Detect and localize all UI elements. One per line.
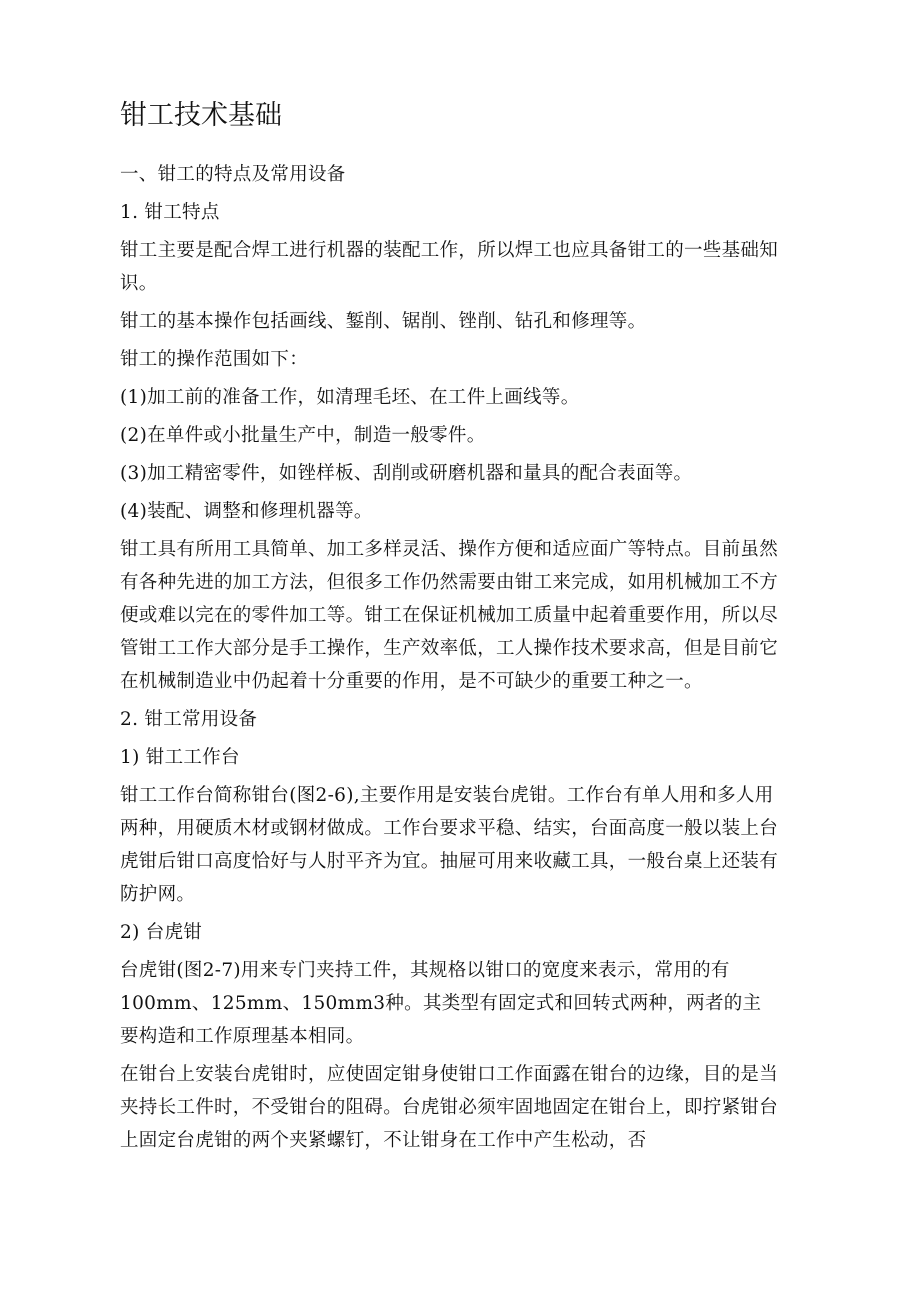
paragraph: 在钳台上安装台虎钳时，应使固定钳身使钳口工作面露在钳台的边缘，目的是当夹持长工件时，不受钳台的阻碍。台虎钳必须牢固地固定在钳台上，即拧紧钳台上固定台虎钳的两个夹紧螺钉，不让钳身在工作中产生松动，否 <box>120 1064 779 1151</box>
subsection-heading-2-1: 1) 钳工工作台 <box>120 747 240 768</box>
subsection-heading-1: 1. 钳工特点 <box>120 202 220 223</box>
document-title: 钳工技术基础 <box>120 100 282 131</box>
paragraph: 钳工主要是配合焊工进行机器的装配工作，所以焊工也应具备钳工的一些基础知识。 <box>120 240 779 294</box>
list-item: (1)加工前的准备工作，如清理毛坯、在工件上画线等。 <box>120 387 580 408</box>
paragraph: 钳工的操作范围如下： <box>120 349 309 370</box>
document-page <box>120 96 780 1157</box>
section-heading-1: 一、钳工的特点及常用设备 <box>120 164 346 185</box>
paragraph: 钳工具有所用工具简单、加工多样灵活、操作方便和适应面广等特点。目前虽然有各种先进的加工方法，但很多工作仍然需要由钳工来完成，如用机械加工不方便或难以完在的零件加工等。钳工在保证机械加工质量中起着重要作用，所以尽管钳工工作大部分是手工操作，生产效率低，工人操作技术要求高，但是目前它在机械制造业中仍起着十分重要的作用，是不可缺少的重要工种之一。 <box>120 539 779 692</box>
subsection-heading-2-2: 2) 台虎钳 <box>120 922 203 943</box>
list-item: (3)加工精密零件，如锉样板、刮削或研磨机器和量具的配合表面等。 <box>120 463 693 484</box>
list-item: (2)在单件或小批量生产中，制造一般零件。 <box>120 425 486 446</box>
paragraph: 钳工的基本操作包括画线、錾削、锯削、锉削、钻孔和修理等。 <box>120 311 647 332</box>
paragraph: 钳工工作台简称钳台(图2-6),主要作用是安装台虎钳。工作台有单人用和多人用两种，用硬质木材或钢材做成。工作台要求平稳、结实，台面高度一般以装上台虎钳后钳口高度恰好与人肘平齐为宜。抽屉可用来收藏工具，一般台桌上还装有防护网。 <box>120 785 779 905</box>
list-item: (4)装配、调整和修理机器等。 <box>120 501 373 522</box>
subsection-heading-2: 2. 钳工常用设备 <box>120 709 258 730</box>
paragraph: 台虎钳(图2-7)用来专门夹持工件，其规格以钳口的宽度来表示，常用的有100mm、125mm、150mm3种。其类型有固定式和回转式两种，两者的主要构造和工作原理基本相同。 <box>120 960 762 1047</box>
